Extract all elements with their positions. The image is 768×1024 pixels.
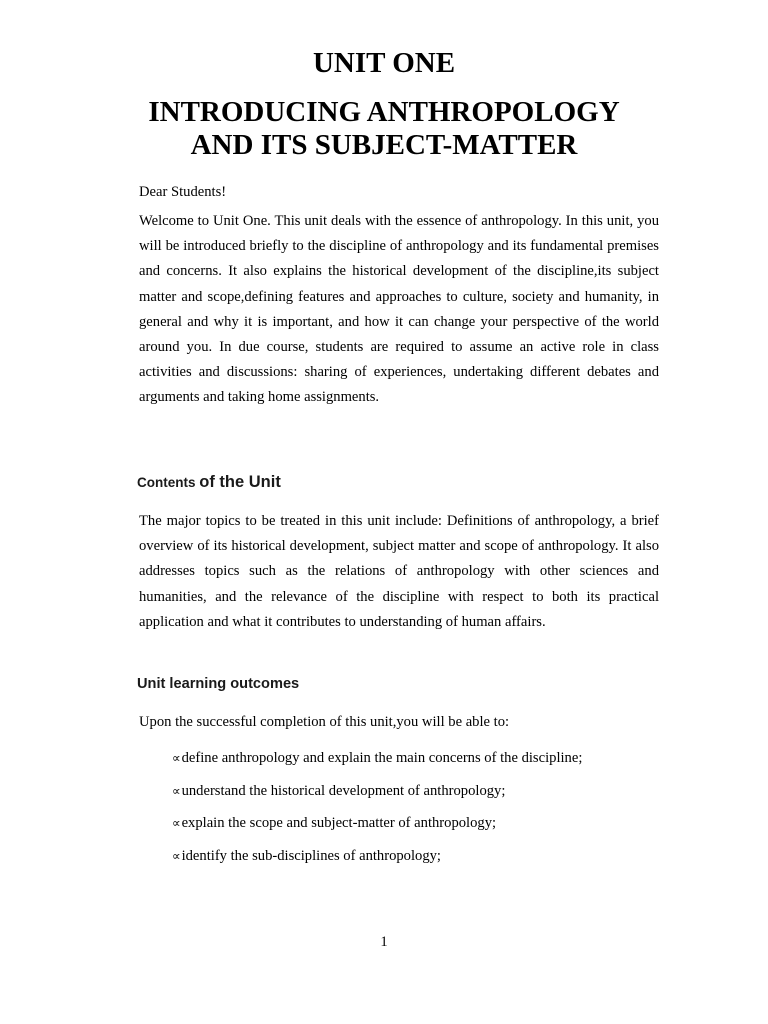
bullet-icon: ∝ <box>172 783 181 798</box>
list-item <box>172 811 582 844</box>
list-item-text: explain the scope and subject-matter of anthropology; <box>181 815 497 831</box>
list-item <box>172 779 582 812</box>
list-item-text: define anthropology and explain the main concerns of the discipline; <box>181 750 583 766</box>
main-title-line-1: INTRODUCING ANTHROPOLOGY <box>148 96 620 128</box>
bullet-icon: ∝ <box>172 816 181 830</box>
contents-heading-part-1: Contents <box>137 475 200 490</box>
unit-title: UNIT ONE <box>312 47 456 79</box>
contents-paragraph: The major topics to be treated in this unit include: Definitions of anthropology, a brief overview of its historical development, subject matter and scope of anthropology. It also addresses topics such as the relations of anthropology with other sciences and humanities, and the relevance of the discipline with respect to both its practical application and what it contributes to understanding of human affairs. <box>139 513 659 630</box>
page-number: 1 <box>380 934 388 950</box>
outcomes-list <box>172 746 582 876</box>
bullet-icon: ∝ <box>172 751 181 765</box>
list-item <box>172 746 582 779</box>
main-title-line-2: AND ITS SUBJECT-MATTER <box>190 129 578 161</box>
contents-heading <box>137 470 281 492</box>
list-item-text: understand the historical development of anthropology; <box>181 782 506 799</box>
outcomes-heading: Unit learning outcomes <box>137 676 300 692</box>
outcomes-intro: Upon the successful completion of this unit,you will be able to: <box>139 714 510 730</box>
intro-paragraph: Welcome to Unit One. This unit deals with the essence of anthropology. In this unit, you will be introduced briefly to the discipline of anthropology and its fundamental premises and concerns. It also explains the historical development of the discipline,its subject matter and scope,defining features and approaches to culture, society and humanity, in general and why it is important, and how it can change your perspective of the world around you. In due course, students are required to assume an active role in class activities and discussions: sharing of experiences, undertaking different debates and arguments and taking home assignments. <box>139 213 659 406</box>
list-item-text: identify the sub-disciplines of anthropology; <box>181 847 441 864</box>
bullet-icon: ∝ <box>172 848 181 863</box>
list-item <box>172 844 582 877</box>
contents-heading-part-2: of the Unit <box>199 473 281 491</box>
main-title <box>0 96 768 162</box>
salutation: Dear Students! <box>139 184 227 200</box>
